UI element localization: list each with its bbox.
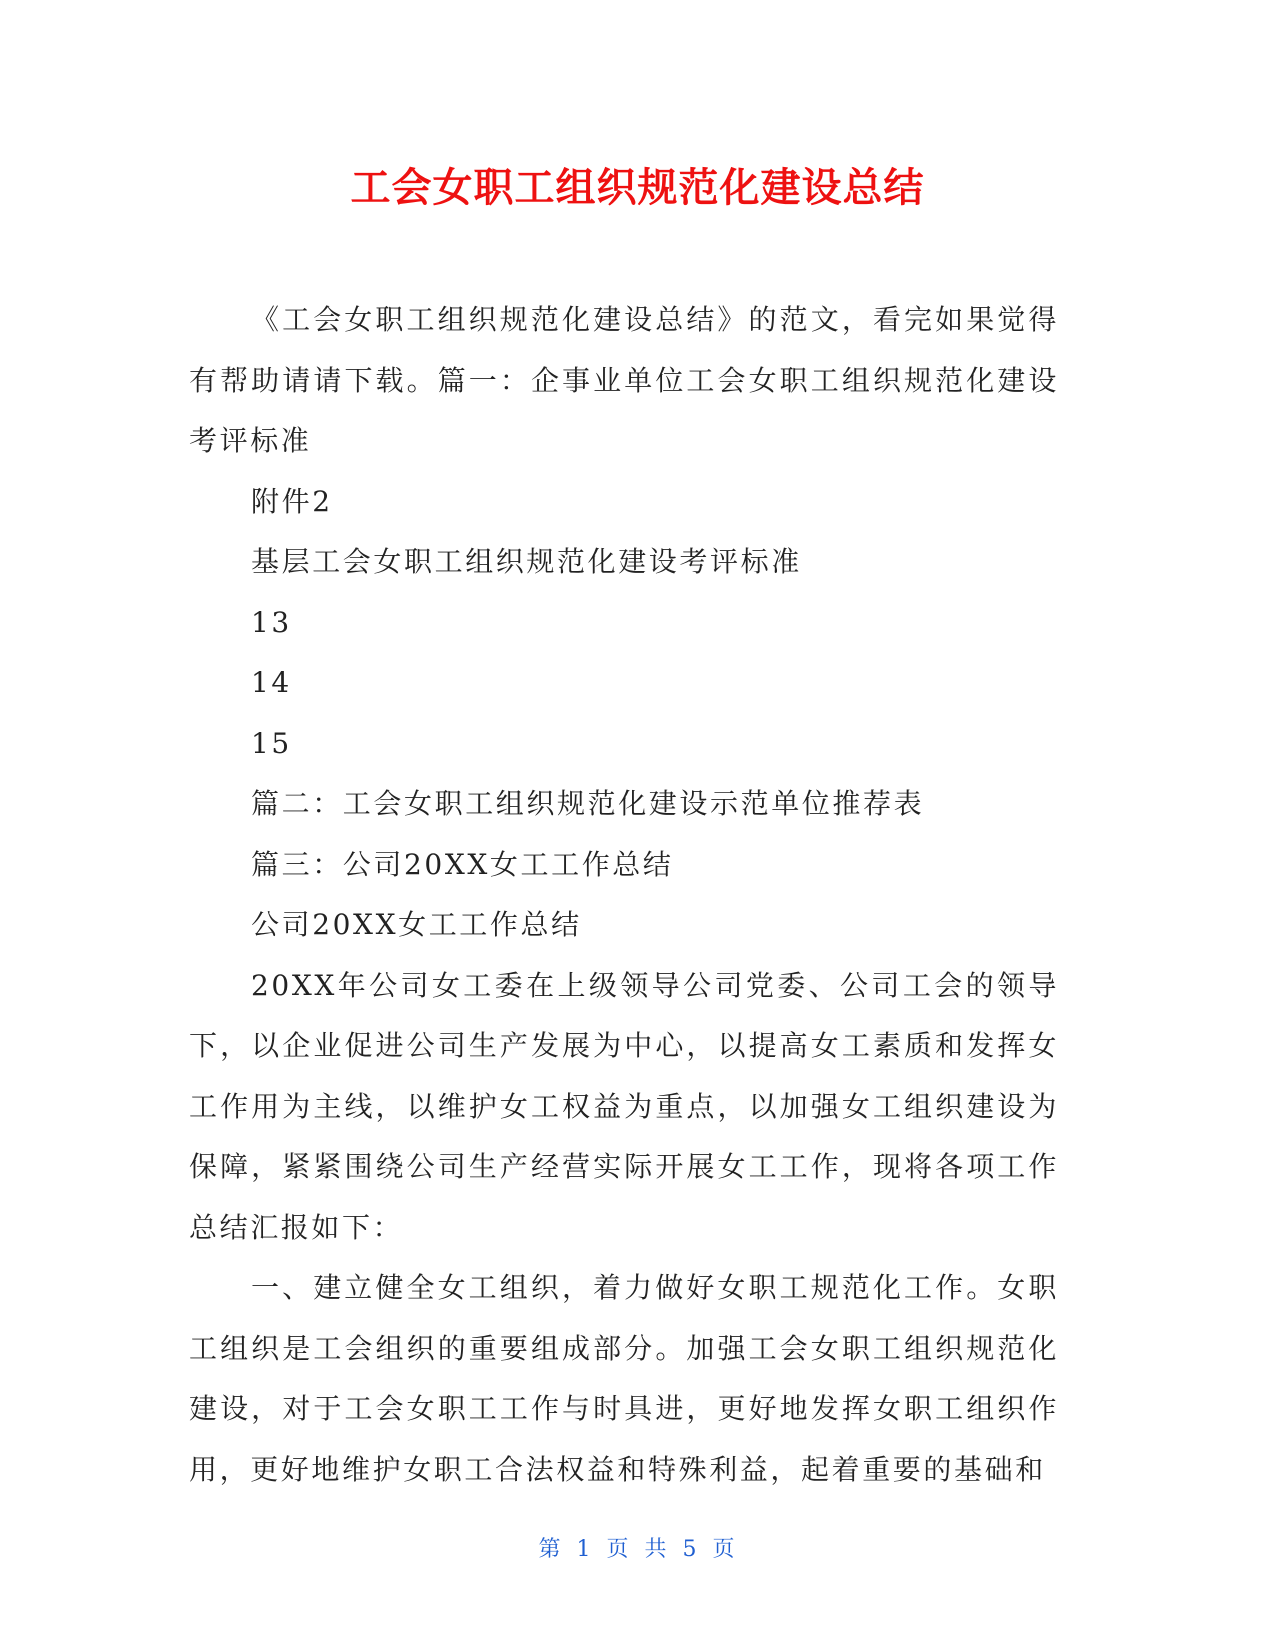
- footer-page-prefix: 第: [538, 1537, 563, 1562]
- paragraph-number-14: 14: [251, 666, 292, 699]
- paragraph-section-one: 一、建立健全女工组织，着力做好女职工规范化工作。女职工组织是工会组织的重要组成部分。加强工会女职工组织规范化建设，对于工会女职工工作与时具进，更好地发挥女职工组织作用，更好地维护女职工合法权益和特殊利益，起着重要的基础和: [189, 1271, 1059, 1486]
- footer-total-label: 共: [644, 1537, 669, 1562]
- paragraph-number-13: 13: [251, 605, 292, 639]
- paragraph-part-three: 篇三：公司20XX女工工作总结: [251, 847, 674, 881]
- footer-page-mid: 页: [606, 1537, 631, 1562]
- paragraph-summary-title: 公司20XX女工工作总结: [251, 908, 582, 941]
- paragraph-standard-title: 基层工会女职工组织规范化建设考评标准: [251, 545, 802, 578]
- paragraph-summary-intro: 20XX年公司女工委在上级领导公司党委、公司工会的领导下，以企业促进公司生产发展为中心，以提高女工素质和发挥女工作用为主线，以维护女工权益为重点，以加强女工组织建设为保障，紧紧围绕公司生产经营实际开展女工工作，现将各项工作总结汇报如下：: [189, 968, 1059, 1244]
- paragraph-part-two: 篇二：工会女职工组织规范化建设示范单位推荐表: [251, 787, 925, 820]
- footer-page-suffix: 页: [712, 1537, 737, 1562]
- footer-current-page: 1: [576, 1537, 593, 1562]
- paragraph-intro: 《工会女职工组织规范化建设总结》的范文，看完如果觉得有帮助请请下载。篇一：企事业单位工会女职工组织规范化建设考评标准: [189, 303, 1059, 457]
- page-footer: [0, 1532, 1275, 1563]
- document-title: 工会女职工组织规范化建设总结: [350, 165, 925, 211]
- paragraph-attachment: 附件2: [251, 484, 333, 518]
- paragraph-number-15: 15: [251, 726, 292, 760]
- document-body: [189, 290, 1059, 1500]
- footer-total-pages: 5: [682, 1537, 699, 1562]
